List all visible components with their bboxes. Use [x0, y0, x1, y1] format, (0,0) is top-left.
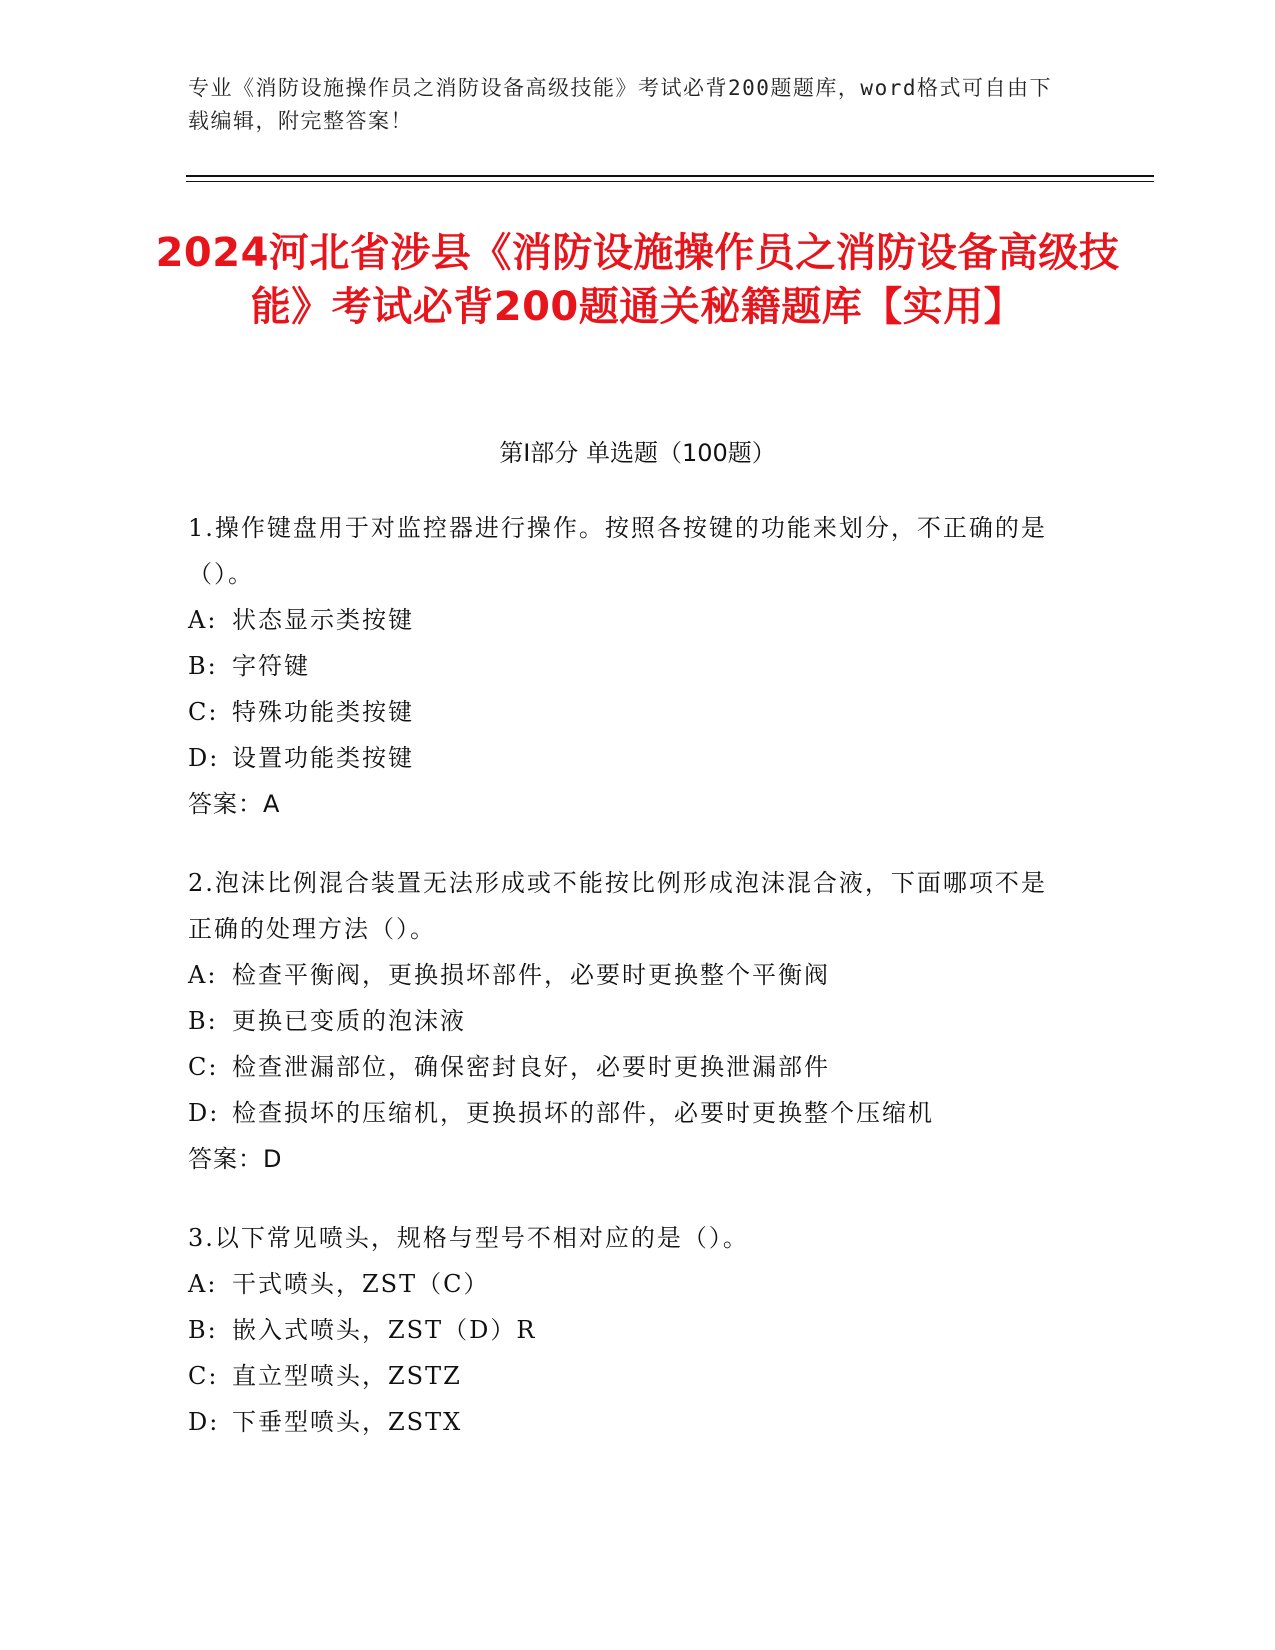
option-key: B: [188, 1007, 218, 1035]
option-text: 干式喷头，ZST（C） [232, 1270, 490, 1298]
option-key: C: [188, 1362, 219, 1390]
option-b [188, 998, 1068, 1044]
option-key: D: [188, 744, 220, 772]
option-b [188, 1307, 1068, 1353]
option-text: 特殊功能类按键 [232, 698, 414, 726]
question-stem: 2.泡沫比例混合装置无法形成或不能按比例形成泡沫混合液，下面哪项不是正确的处理方法（）。 [188, 869, 1047, 943]
option-a [188, 1261, 1068, 1307]
option-c [188, 1353, 1068, 1399]
document-title: 2024河北省涉县《消防设施操作员之消防设备高级技能》考试必背200题通关秘籍题库【实用】 [155, 230, 1120, 330]
option-key: D: [188, 1408, 220, 1436]
option-text: 检查平衡阀，更换损坏部件，必要时更换整个平衡阀 [232, 961, 830, 989]
option-text: 字符键 [232, 652, 310, 680]
option-a [188, 952, 1068, 998]
option-key: D: [188, 1099, 220, 1127]
option-text: 直立型喷头，ZSTZ [232, 1362, 462, 1390]
question-stem: 1.操作键盘用于对监控器进行操作。按照各按键的功能来划分，不正确的是（）。 [188, 514, 1047, 588]
option-text: 下垂型喷头，ZSTX [232, 1408, 463, 1436]
option-d [188, 1090, 1068, 1136]
option-text: 检查损坏的压缩机，更换损坏的部件，必要时更换整个压缩机 [232, 1099, 934, 1127]
option-key: B: [188, 1316, 218, 1344]
answer-label: 答案：D [188, 1145, 283, 1173]
option-a [188, 597, 1068, 643]
option-text: 检查泄漏部位，确保密封良好，必要时更换泄漏部件 [232, 1053, 830, 1081]
option-text: 更换已变质的泡沫液 [232, 1007, 466, 1035]
question-2 [188, 860, 1068, 1182]
section-heading: 第I部分 单选题（100题） [499, 439, 776, 467]
option-key: C: [188, 1053, 219, 1081]
header-rule-thin [186, 181, 1154, 182]
option-key: B: [188, 652, 218, 680]
option-c [188, 1044, 1068, 1090]
question-1 [188, 505, 1068, 827]
header-rule-thick [186, 175, 1154, 177]
option-d [188, 1399, 1068, 1445]
option-key: A: [188, 961, 218, 989]
option-b [188, 643, 1068, 689]
answer-label: 答案：A [188, 790, 281, 818]
header-note: 专业《消防设施操作员之消防设备高级技能》考试必背200题题库，word格式可自由下载编辑，附完整答案！ [188, 76, 1052, 133]
option-key: A: [188, 1270, 218, 1298]
option-key: A: [188, 606, 218, 634]
option-text: 设置功能类按键 [232, 744, 414, 772]
question-stem: 3.以下常见喷头，规格与型号不相对应的是（）。 [188, 1224, 749, 1252]
option-key: C: [188, 698, 219, 726]
option-c [188, 689, 1068, 735]
option-text: 状态显示类按键 [232, 606, 414, 634]
option-text: 嵌入式喷头，ZST（D）R [232, 1316, 537, 1344]
question-3 [188, 1215, 1068, 1445]
option-d [188, 735, 1068, 781]
